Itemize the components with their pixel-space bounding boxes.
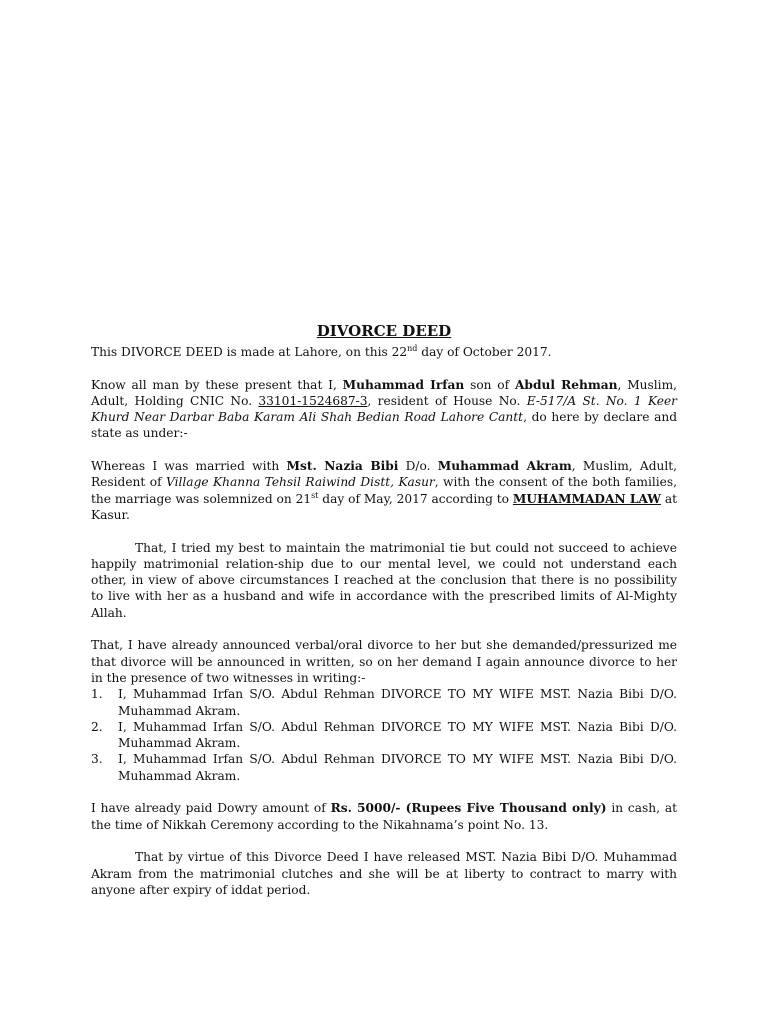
declarant-paragraph <box>91 377 677 442</box>
text-segment: I have already paid Dowry amount of <box>91 801 331 816</box>
list-number: 3. <box>91 752 103 767</box>
list-item-text: I, Muhammad Irfan S/O. Abdul Rehman DIVORCE TO MY WIFE MST. Nazia Bibi D/O. Muhammad Akram. <box>118 719 677 751</box>
document-title: DIVORCE DEED <box>316 322 452 340</box>
text-segment: day of October 2017. <box>417 345 552 359</box>
document-page <box>91 321 677 914</box>
wife-father-name: Muhammad Akram <box>437 459 572 474</box>
text-segment: , Muslim, Adult, Resident of <box>91 459 678 490</box>
declarant-father-name: Abdul Rehman <box>514 377 618 392</box>
text-segment: Know all man by these present that I, <box>91 377 343 392</box>
marriage-paragraph <box>91 458 677 523</box>
text-segment: Whereas I was married with <box>91 459 287 474</box>
declarant-address: E-517/A St. No. 1 Keer Khurd Near Darbar Baba Karam Ali Shah Bedian Road Lahore Cantt <box>91 393 677 425</box>
list-item-text: I, Muhammad Irfan S/O. Abdul Rehman DIVORCE TO MY WIFE MST. Nazia Bibi D/O. Muhammad Akram. <box>118 687 677 718</box>
release-paragraph: That by virtue of this Divorce Deed I have released MST. Nazia Bibi D/O. Muhammad Akram from the matrimonial clutches and she will be at liberty to contract to marry with anyone after expiry of iddat period. <box>91 850 677 897</box>
ordinal-suffix: nd <box>407 343 418 353</box>
ordinal-suffix: st <box>311 490 319 500</box>
declarant-name: Muhammad Irfan <box>342 377 465 392</box>
text-segment: son of <box>464 377 515 392</box>
text-segment: in cash, at the time of Nikkah Ceremony according to the Nikahnama’s point No. 13. <box>91 801 677 832</box>
deed-date-paragraph <box>91 344 677 360</box>
text-segment: , Muslim, Adult, Holding CNIC No. <box>91 377 678 408</box>
divorce-declaration-list <box>91 686 677 784</box>
list-item <box>91 686 677 719</box>
text-segment: This DIVORCE DEED is made at Lahore, on this 22 <box>91 345 408 359</box>
list-item-text: I, Muhammad Irfan S/O. Abdul Rehman DIVORCE TO MY WIFE MST. Nazia Bibi D/O. Muhammad Akram. <box>118 752 677 783</box>
list-number: 1. <box>91 687 103 702</box>
law-reference: MUHAMMADAN LAW <box>512 491 661 506</box>
list-item <box>91 751 677 784</box>
reason-paragraph: That, I tried my best to maintain the matrimonial tie but could not succeed to achieve happily matrimonial relation-ship due to our mental level, we could not understand each other, in view of above circumstances I reached at the conclusion that there is no possibility to live with her as a husband and wife in accordance with the prescribed limits of Al-Mighty Allah. <box>91 540 677 620</box>
dowry-paragraph <box>91 800 677 833</box>
cnic-number: 33101-1524687-3 <box>258 393 368 408</box>
dowry-amount: Rs. 5000/- (Rupees Five Thousand only) <box>330 801 607 816</box>
text-segment: , do here by declare and state as under:- <box>91 410 677 441</box>
text-segment: , resident of House No. <box>367 393 527 408</box>
text-segment: , with the consent of the both families, the marriage was solemnized on 21 <box>91 475 677 506</box>
text-segment: day of May, 2017 according to <box>318 491 513 506</box>
wife-address: Village Khanna Tehsil Raiwind Distt, Kasur <box>166 475 435 490</box>
list-number: 2. <box>91 719 103 734</box>
announcement-paragraph: That, I have already announced verbal/oral divorce to her but she demanded/pressurized me that divorce will be announced in written, so on her demand I again announce divorce to her in the presence of two witnesses in writing:- <box>91 638 677 685</box>
list-item <box>91 719 677 752</box>
text-segment: at Kasur. <box>91 491 677 522</box>
wife-name: Mst. Nazia Bibi <box>286 459 399 474</box>
text-segment: D/o. <box>398 459 438 474</box>
